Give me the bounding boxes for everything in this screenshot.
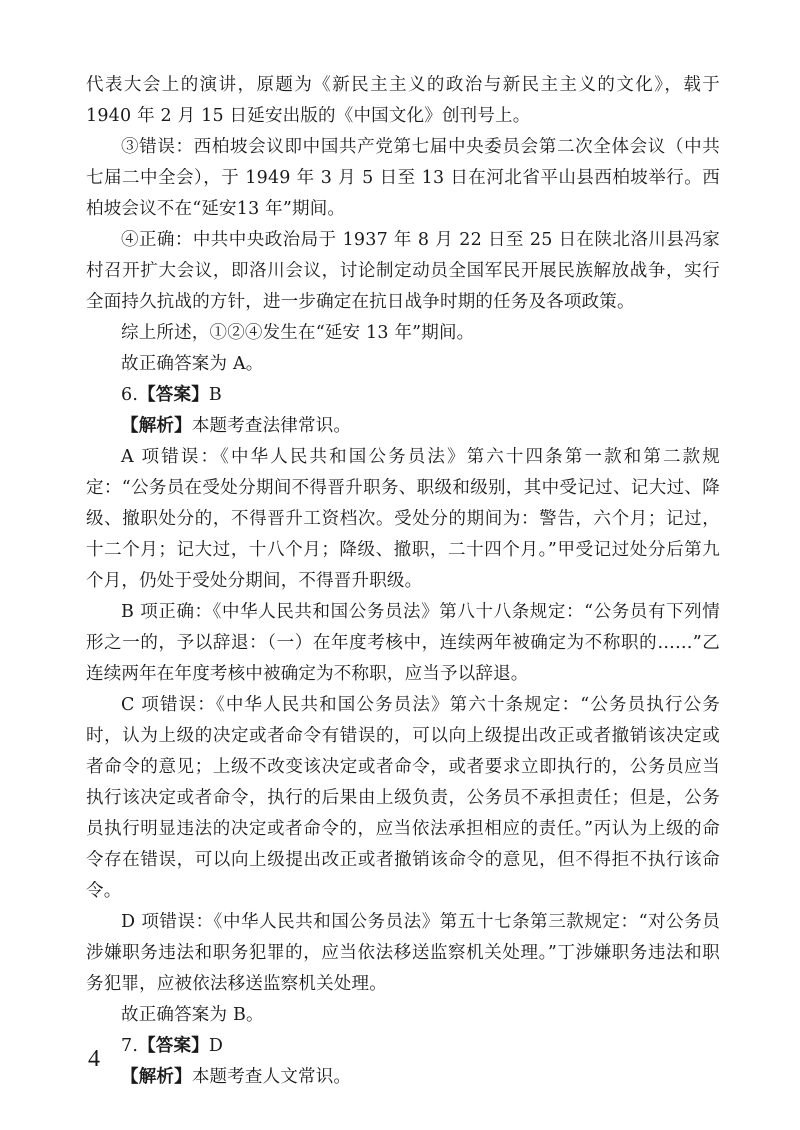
analysis-text: 本题考查人文常识。 bbox=[191, 1067, 352, 1087]
paragraph-option-d: D 项错误：《中华人民共和国公务员法》第五十七条第三款规定：“对公务员涉嫌职务违法和职务犯罪的，应当依法移送监察机关处理。”丁涉嫌职务违法和职务犯罪，应被依法移送监察机关处理。 bbox=[86, 912, 720, 994]
paragraph-option-c: C 项错误：《中华人民共和国公务员法》第六十条规定：“公务员执行公务时，认为上级的决定或者命令有错误的，可以向上级提出改正或者撤销该决定或者命令的意见；上级不改变该决定或者命令，或者要求立即执行的，公务员应当执行该决定或者命令，执行的后果由上级负责，公务员不承担责任；但是，公务员执行明显违法的决定或者命令的，应当依法承担相应的责任。”丙认为上级的命令存在错误，可以向上级提出改正或者撤销该命令的意见，但不得拒不执行该命令。 bbox=[86, 695, 720, 901]
answer-line-7 bbox=[86, 1031, 720, 1062]
answer-value: B bbox=[208, 385, 222, 405]
paragraph-item-3: ③错误：西柏坡会议即中国共产党第七届中央委员会第二次全体会议（中共七届二中全会），于 1949 年 3 月 5 日至 13 日在河北省平山县西柏坡举行。西柏坡会议不在“延安13 年”期间。 bbox=[86, 137, 720, 219]
paragraph-conclusion-5: 故正确答案为 A。 bbox=[121, 354, 264, 374]
answer-line-6 bbox=[86, 380, 720, 411]
answer-value: D bbox=[208, 1036, 224, 1056]
analysis-label: 【解析】 bbox=[121, 416, 192, 436]
paragraph-item-4: ④正确：中共中央政治局于 1937 年 8 月 22 日至 25 日在陕北洛川县冯家村召开扩大会议，即洛川会议，讨论制定动员全国军民开展民族解放战争，实行全面持久抗战的方针，进一步确定在抗日战争时期的任务及各项政策。 bbox=[86, 230, 720, 312]
paragraph-continuation: 代表大会上的演讲，原题为《新民主主义的政治与新民主主义的文化》，载于 1940 年 2 月 15 日延安出版的《中国文化》创刊号上。 bbox=[86, 75, 720, 126]
paragraph-conclusion-6: 故正确答案为 B。 bbox=[121, 1005, 264, 1025]
answer-label: 【答案】 bbox=[138, 1036, 209, 1056]
paragraph-option-a: A 项错误：《中华人民共和国公务员法》第六十四条第一款和第二款规定：“公务员在受处分期间不得晋升职务、职级和级别，其中受记过、记大过、降级、撤职处分的，不得晋升工资档次。受处分的期间为：警告，六个月；记过，十二个月；记大过，十八个月；降级、撤职，二十四个月。”甲受记过处分后第九个月，仍处于受处分期间，不得晋升职级。 bbox=[86, 447, 720, 591]
paragraph-option-b: B 项正确：《中华人民共和国公务员法》第八十八条规定：“公务员有下列情形之一的，予以辞退：（一）在年度考核中，连续两年被确定为不称职的……”乙连续两年在年度考核中被确定为不称职，应当予以辞退。 bbox=[86, 602, 720, 684]
question-number: 7. bbox=[121, 1036, 139, 1056]
question-number: 6. bbox=[121, 385, 139, 405]
analysis-line-6 bbox=[86, 411, 720, 442]
analysis-line-7 bbox=[86, 1062, 720, 1093]
document-body bbox=[86, 70, 720, 1093]
page-number: 4 bbox=[88, 1046, 100, 1072]
analysis-label: 【解析】 bbox=[121, 1067, 192, 1087]
paragraph-summary: 综上所述，①②④发生在“延安 13 年”期间。 bbox=[121, 323, 475, 343]
answer-label: 【答案】 bbox=[138, 385, 209, 405]
analysis-text: 本题考查法律常识。 bbox=[191, 416, 352, 436]
